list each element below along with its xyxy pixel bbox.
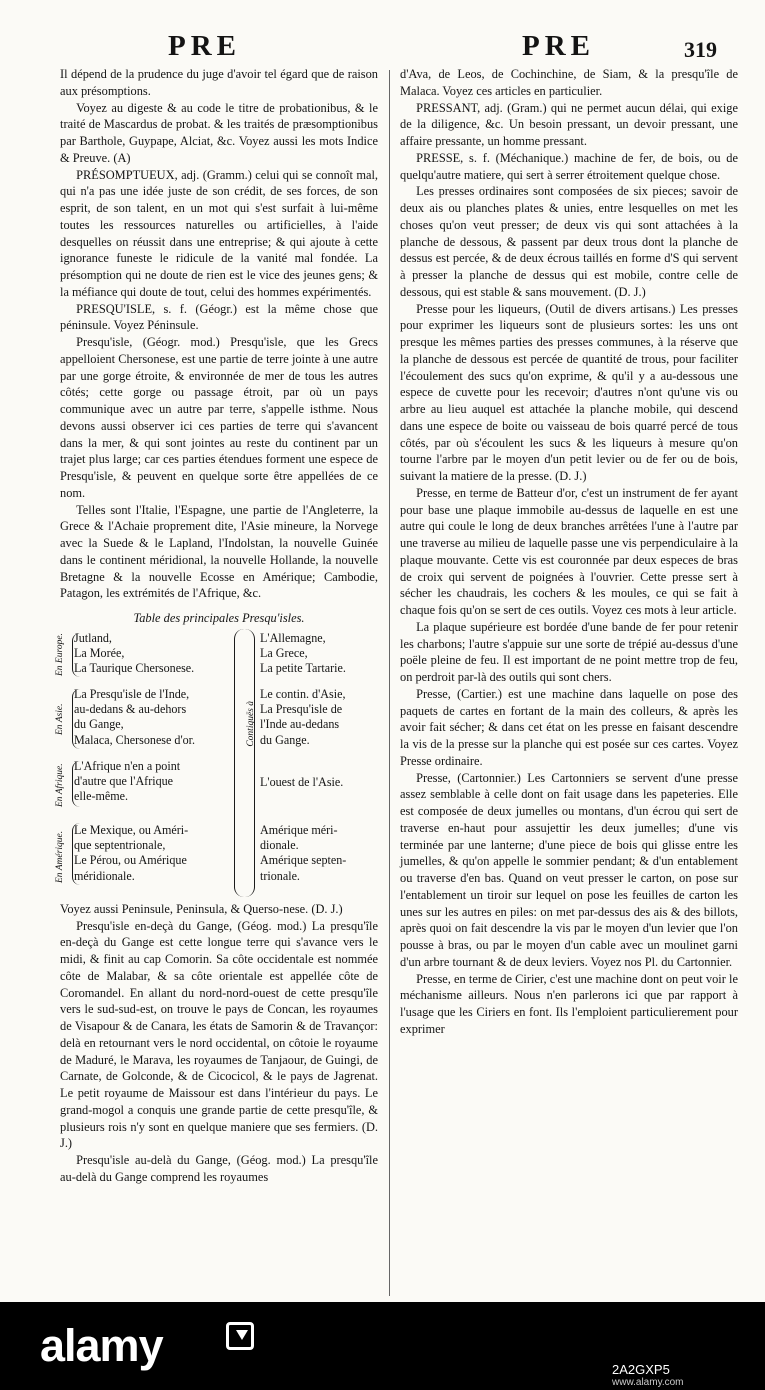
table-cell: elle-même.	[74, 789, 129, 804]
entry-presse-cirier: Presse, en terme de Cirier, c'est une machine dont on peut voir le méchanisme ailleurs. Nous n'en parlerons ici que par rapport à l'usage que les Ciriers en font. Ils l'emploient particulierement pour exprimer	[400, 971, 738, 1036]
group-right	[260, 775, 380, 790]
table-cell: Amérique méri-	[260, 822, 338, 837]
entry-presomptueux: PRÉSOMPTUEUX, adj. (Gramm.) celui qui se connoît mal, qui n'a pas une idée juste de son crédit, de ses forces, de son esprit, de son talent, en un mot qui s'est surfait à lui-même toutes les ressources naturelles ou artificielles, à l'aide desquelles on réussit dans une entreprise; & qui ajoute à cette ignorance funeste le ridicule de la vanité mal fondée. La présomption qui ne doute de rien est le vice des jeunes gens; & la méfiance qui doute de tout, celui des hommes expérimentés.	[60, 167, 378, 299]
table-cell: La Morée,	[74, 646, 125, 661]
left-column	[55, 66, 378, 1294]
table-cell: Le contin. d'Asie,	[260, 686, 346, 701]
table-cell: La Taurique Chersonese.	[74, 661, 195, 676]
table-cell: Malaca, Chersonese d'or.	[74, 732, 196, 747]
paragraph: Voyez aussi Peninsule, Peninsula, & Querso-nese. (D. J.)	[60, 901, 343, 916]
table-cell: méridionale.	[74, 868, 135, 883]
entry-presquisle-en-deca: Presqu'isle en-deçà du Gange, (Géog. mod.) La presqu'île en-deçà du Gange est cette longue terre qui s'avance vers le midi, & finit au cap Comorin. Sa côte occidentale est nommée côte de Malabar, & sa côte orientale est appellée côte de Coromandel. En allant du nord-nord-ouest de cette presqu'île vers le sud-sud-est, on trouve le pays de Concan, les royaumes de Visapour & de Canara, les états de Samorin & de Travançor: delà en retournant vers le nord occidental, on côtoie le royaume de Maduré, le Marava, les royaumes de Tanjaour, de Guingi, de Carnate, de Golconde, & de Cicocicol, & le pays de Jagrenat. Le petit royaume de Maissour est dans l'intérieur du pays. Le grand-mogol a conquis une grande partie de cette presqu'île, & plusieurs rois n'y sont en quelque maniere que ses fermiers. (D. J.)	[60, 918, 378, 1151]
paragraph: Il dépend de la prudence du juge d'avoir tel égard que de raison aux présomptions.	[60, 67, 378, 98]
entry-presse-liqueurs: Presse pour les liqueurs, (Outil de divers artisans.) Les presses pour exprimer les liqueurs sont de plusieurs sortes: les uns ont presque les mêmes parties des presses communes, à la réserve que la planche de dessous est percée de quantité de trous, pour faciliter l'écoulement des sucs qu'on exprime, & qu'il y a au-dessous une espece de cuvette pour les recevoir; d'autres n'ont qu'une vis ou arbre au lieu auquel est attachée la planche mobile, qui descend dans une espece de boite ou vaisseau de bois quarré percé de tous côtés, par où s'écoulent les sucs & les liqueurs à mesure qu'on tourne l'arbre par le moyen d'un petit levier ou de fer ou de bois, suivant la matiere de la presse. (D. J.)	[400, 301, 738, 483]
table-cell: du Gange,	[74, 717, 124, 732]
group-right	[260, 631, 380, 677]
paragraph: La plaque supérieure est bordée d'une bande de fer pour retenir les charbons; l'autre s'appuie sur une sorte de trépié au-dessus d'une poële pleine de feu. Il est important de ne point mettre trop de feu, on perdroit par-là des outils qui sont chers.	[400, 619, 738, 684]
right-column	[400, 66, 738, 1294]
table-cell: La Grece,	[260, 646, 308, 661]
alamy-logo: alamy	[40, 1320, 163, 1371]
table-cell: Le Pérou, ou Amérique	[74, 853, 187, 868]
entry-pressant: PRESSANT, adj. (Gram.) qui ne permet aucun délai, qui exige de la diligence, &c. Un besoin pressant, un devoir pressant, une affaire pressante, un homme pressant.	[400, 100, 738, 148]
paragraph: Telles sont l'Italie, l'Espagne, une partie de l'Angleterre, la Grece & l'Achaie proprement dite, l'Asie mineure, la Norvege avec la Suede & le Lapland, l'Indolstan, la nouvelle Guinée dans le continent méridional, la nouvelle Hollande, la nouvelle Bretagne & la nouvelle Ecosse en Amérique; Cambodie, Patagon, les extrémités de l'Afrique, &c.	[60, 502, 378, 601]
table-cell: que septentrionale,	[74, 838, 166, 853]
column-rule	[389, 70, 390, 1296]
table-cell: dionale.	[260, 838, 299, 853]
presquisles-table	[55, 630, 378, 901]
table-cell: trionale.	[260, 868, 300, 883]
group-right	[260, 687, 380, 748]
group-left	[74, 687, 232, 748]
right-bracket	[238, 629, 255, 897]
table-cell: L'Afrique n'en a point	[74, 758, 181, 773]
group-left	[74, 823, 232, 884]
table-cell: La Presqu'isle de l'Inde,	[74, 686, 190, 701]
table-cell: au-dedans & au-dehors	[74, 702, 187, 717]
table-cell: l'Inde au-dedans	[260, 717, 340, 732]
group-label: En Afrique.	[55, 762, 65, 807]
group-label: En Amérique.	[55, 830, 65, 883]
group-label: En Asie.	[55, 703, 65, 735]
table-cell: Amérique septen-	[260, 853, 347, 868]
contig-label: Contiguës à	[246, 700, 256, 747]
table-cell: d'autre que l'Afrique	[74, 774, 174, 789]
table-cell: La Presqu'isle de	[260, 702, 343, 717]
table-cell: L'Allemagne,	[260, 630, 326, 645]
alamy-logo-icon	[226, 1322, 254, 1350]
table-cell: du Gange.	[260, 732, 310, 747]
group-left	[74, 631, 232, 677]
table-cell: Jutland,	[74, 630, 112, 645]
group-right	[260, 823, 380, 884]
page-number: 319	[684, 37, 717, 62]
table-title: Table des principales Presqu'isles.	[133, 611, 305, 625]
table-cell: La petite Tartarie.	[260, 661, 346, 676]
entry-presquisle: PRESQU'ISLE, s. f. (Géogr.) est la même chose que péninsule. Voyez Péninsule.	[60, 301, 378, 333]
watermark-footer	[0, 1302, 765, 1390]
image-id: 2A2GXP5	[612, 1362, 670, 1377]
entry-presse-cartonnier: Presse, (Cartonnier.) Les Cartonniers se servent d'une presse assez semblable à celle dont on fait usage dans les papeteries. Elle est composée de deux jumelles ou montans, d'un écrou qui sert de traverse en-haut pour assujettir les deux jumelles; d'une vis terminée par une lanterne; d'une piece de bois qui glisse entre les jumelles, & qu'on appelle le sommier pendant; & d'un entablement ou traverse d'en bas. Quand on veut presser le carton, on pose sur l'entablement un tiroir sur lequel on pose les feuilles de carton les unes sur les autres en piles: on met par-dessus des ais & des billots, après quoi on fait descendre la vis par le moyen d'un levier que l'on pousse à bras, ou par le moyen d'un cable avec un moulinet garni d'un arbre tournant & de deux leviers. Voyez nos Pl. du Cartonnier.	[400, 770, 738, 969]
entry-presquisle-au-dela: Presqu'isle au-delà du Gange, (Géog. mod.) La presqu'île au-delà du Gange comprend les royaumes	[60, 1153, 378, 1184]
group-label: En Europe.	[55, 633, 65, 677]
group-left	[74, 759, 232, 805]
entry-presse-cartier: Presse, (Cartier.) est une machine dans laquelle on pose des paquets de cartes en fortant de la main des colleurs, & après les avoir fait sécher; & dans cet état on les presse en faisant descendre la vis de la presse sur la planche qui est posée sur ces cartes. Voyez Presse ordinaire.	[400, 686, 738, 768]
entry-presse: PRESSE, s. f. (Méchanique.) machine de fer, de bois, ou de quelqu'autre matiere, qui sert à serrer étroitement quelque chose.	[400, 150, 738, 182]
watermark-url: www.alamy.com	[612, 1377, 684, 1388]
entry-presse-batteur: Presse, en terme de Batteur d'or, c'est un instrument de fer ayant pour base une plaque immobile au-dessus de laquelle en est une autre qui coule le long de deux branches arrêtées l'une à l'autre par une traverse au milieu de laquelle passe une vis perpendiculaire à la plaque mouvante. Cette vis est couronnée par deux especes de bras de croix qui servent de poignées à l'ouvrier. Cette presse sert à sécher les chaudrais, les cochers & les moules, ce qui se fait à chaque fois qu'on se sert de ces outils. Voyez ces mots à leur article.	[400, 485, 738, 617]
table-cell: Le Mexique, ou Améri-	[74, 822, 189, 837]
running-head-right: PRE	[522, 30, 595, 62]
paragraph: d'Ava, de Leos, de Cochinchine, de Siam, & la presqu'île de Malaca. Voyez ces articles en particulier.	[400, 67, 738, 98]
running-head-left: PRE	[168, 30, 241, 62]
paragraph: Les presses ordinaires sont composées de six pieces; savoir de deux ais ou planches plates & unies, entre lesquelles on met les choses qu'on veut presser; de deux vis qui sont attachées à la planche de dessous, & passent par deux trous dont la planche de dessus est percée, & de deux écrous taillés en forme d'S qui servent à presser la planche de dessus qui est mobile, contre celle de dessous, qui est stable & sans mouvement. (D. J.)	[400, 184, 738, 299]
paragraph: Voyez au digeste & au code le titre de probationibus, & le traité de Mascardus de probat. & les traités de præsomptionibus par Barthole, Guypape, Alciat, &c. Voyez aussi les mots Indice & Preuve. (A)	[60, 100, 378, 165]
entry-presquisle-geogr: Presqu'isle, (Géogr. mod.) Presqu'isle, que les Grecs appelloient Chersonese, est une partie de terre jointe à une autre par une gorge étroite, & environnée de mer de tous les autres côtés; cette gorge ou passage étroit, par où un pays communique avec un autre par terre, s'appelle isthme. Nous devons aussi observer ici ces parties de terre qui s'avancent dans la mer, & qui sont jointes au reste du continent par un trajet plus large; car ces parties étendues forment une espece de Presqu'isle, & peuvent en quelque sorte être appellées de ce nom.	[60, 335, 378, 500]
table-cell: L'ouest de l'Asie.	[260, 774, 344, 789]
